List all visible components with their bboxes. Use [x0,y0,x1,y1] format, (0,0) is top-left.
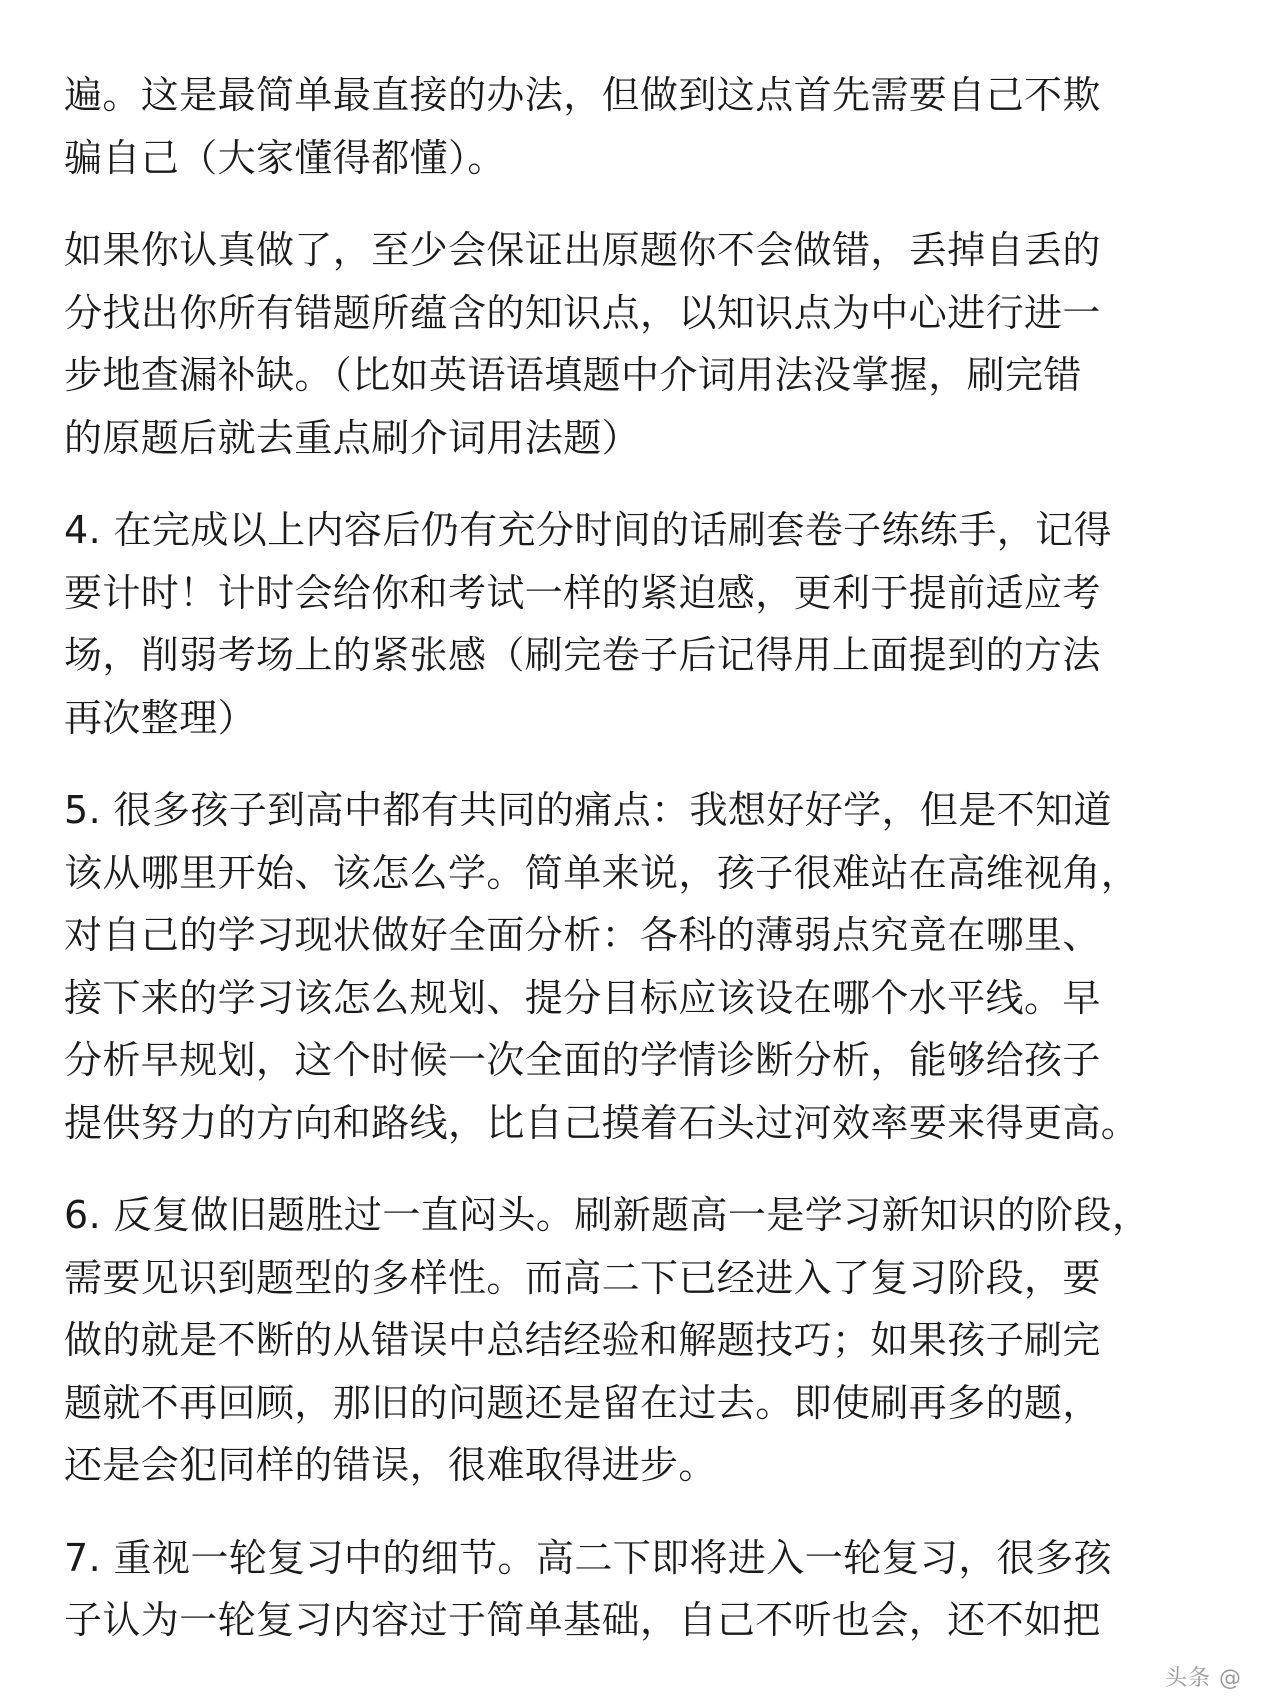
text-line: 的原题后就去重点刷介词用法题） [64,415,641,460]
text-line: 场，削弱考场上的紧张感（刷完卷子后记得用上面提到的方法 [64,633,1101,677]
text-line: 子认为一轮复习内容过于简单基础，自己不听也会，还不如把 [64,1598,1101,1642]
source-watermark: 头条 @ [1151,1654,1256,1698]
text-line: 骗自己（大家懂得都懂）。 [64,135,506,180]
text-line: 需要见识到题型的多样性。而高二下已经进入了复习阶段，要 [64,1255,1101,1300]
text-line: 6. 反复做旧题胜过一直闷头。刷新题高一是学习新知识的阶段， [64,1193,1151,1237]
text-line: 接下来的学习该怎么规划、提分目标应该设在哪个水平线。早 [64,975,1101,1020]
text-line: 分找出你所有错题所蕴含的知识点，以知识点为中心进行进一 [64,290,1101,335]
paragraph-item-4 [64,499,1244,749]
text-line: 提供努力的方向和路线，比自己摸着石头过河效率要来得更高。 [64,1100,1140,1145]
text-line: 如果你认真做了，至少会保证出原题你不会做错，丢掉自丢的 [64,228,1101,272]
text-line: 对自己的学习现状做好全面分析：各科的薄弱点究竟在哪里、 [64,913,1101,957]
text-line: 分析早规划，这个时候一次全面的学情诊断分析，能够给孩子 [64,1038,1101,1082]
paragraph-item-5 [64,779,1244,1154]
text-line: 4. 在完成以上内容后仍有充分时间的话刷套卷子练练手，记得 [64,508,1112,552]
text-line: 再次整理） [64,695,257,740]
text-line: 5. 很多孩子到高中都有共同的痛点：我想好好学，但是不知道 [64,788,1112,832]
text-line: 该从哪里开始、该怎么学。简单来说，孩子很难站在高维视角， [64,850,1140,895]
text-line: 还是会犯同样的错误，很难取得进步。 [64,1443,717,1487]
text-line: 要计时！计时会给你和考试一样的紧迫感，更利于提前适应考 [64,570,1101,615]
text-line: 步地查漏补缺。（比如英语语填题中介词用法没掌握，刷完错 [64,353,1082,397]
paragraph [64,64,1244,189]
article-body [64,64,1244,1682]
text-line: 遍。这是最简单最直接的办法，但做到这点首先需要自己不欺 [64,73,1101,117]
paragraph-item-7 [64,1527,1244,1652]
paragraph-item-6 [64,1184,1244,1497]
paragraph [64,219,1244,469]
text-line: 做的就是不断的从错误中总结经验和解题技巧；如果孩子刷完 [64,1318,1101,1362]
text-line: 题就不再回顾，那旧的问题还是留在过去。即使刷再多的题， [64,1380,1101,1425]
text-line: 7. 重视一轮复习中的细节。高二下即将进入一轮复习，很多孩 [64,1535,1112,1580]
